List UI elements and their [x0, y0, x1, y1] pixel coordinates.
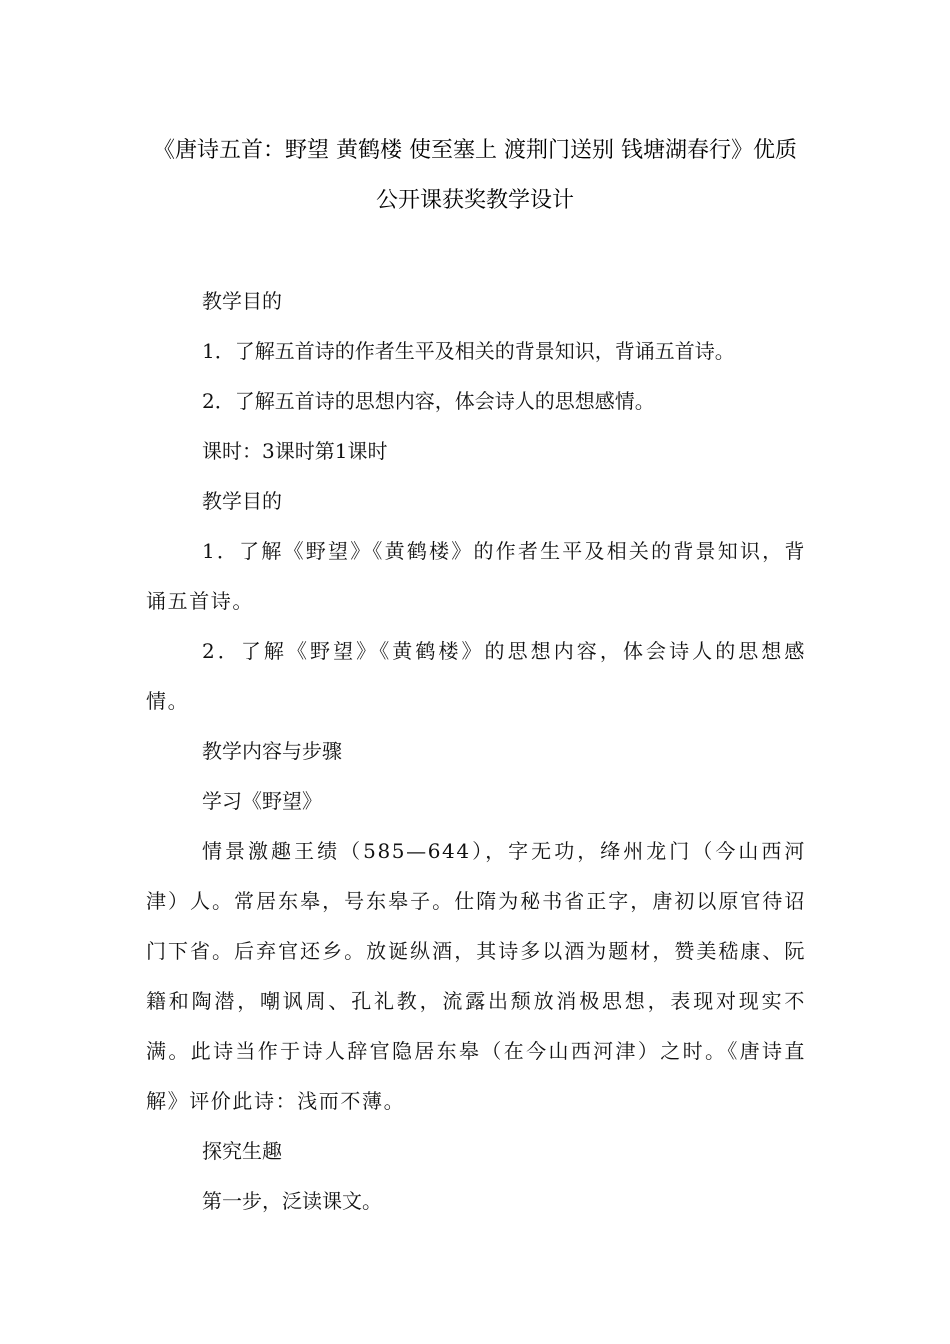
- paragraph-author-intro: 情景激趣王绩（585—644），字无功，绛州龙门（今山西河津）人。常居东皋，号东皋子。仕隋为秘书省正字，唐初以原官待诏门下省。后弃官还乡。放诞纵酒，其诗多以酒为题材，赞美嵇康、阮籍和陶潜，嘲讽周、孔礼教，流露出颓放消极思想，表现对现实不满。此诗当作于诗人辞官隐居东皋（在今山西河津）之时。《唐诗直解》评价此诗：浅而不薄。: [146, 839, 806, 1113]
- heading-explore: 探究生趣: [202, 1139, 282, 1163]
- heading-teaching-goals-2: 教学目的: [202, 489, 282, 513]
- class-hours: 课时：3课时第1课时: [202, 439, 388, 463]
- step-one: 第一步，泛读课文。: [202, 1189, 382, 1213]
- heading-content-steps: 教学内容与步骤: [202, 739, 342, 763]
- goal-item-3: 1．了解《野望》《黄鹤楼》的作者生平及相关的背景知识，背诵五首诗。: [146, 539, 806, 613]
- document-title-line-2: 公开课获奖教学设计: [375, 188, 574, 213]
- goal-item-2: 2．了解五首诗的思想内容，体会诗人的思想感情。: [202, 389, 655, 413]
- document-body: [146, 276, 806, 1226]
- goal-item-1: 1．了解五首诗的作者生平及相关的背景知识，背诵五首诗。: [202, 339, 735, 363]
- document-title-line-1: 《唐诗五首：野望 黄鹤楼 使至塞上 渡荆门送别 钱塘湖春行》优质: [153, 138, 797, 163]
- goal-item-4: 2．了解《野望》《黄鹤楼》的思想内容，体会诗人的思想感情。: [146, 639, 806, 713]
- heading-study-yewang: 学习《野望》: [202, 789, 322, 813]
- heading-teaching-goals: 教学目的: [202, 289, 282, 313]
